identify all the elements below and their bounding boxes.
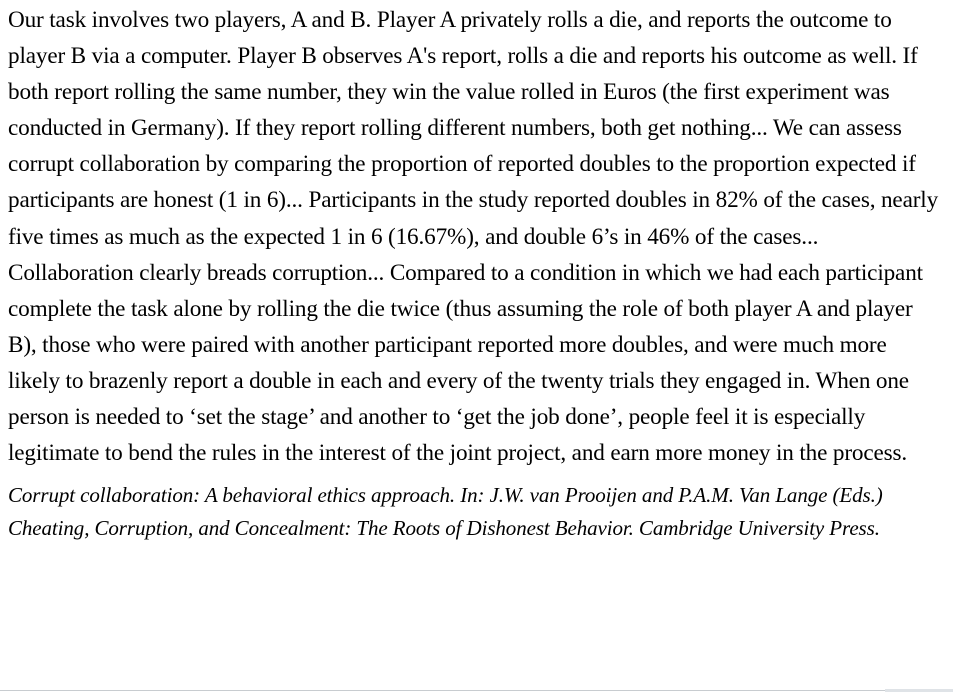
bottom-divider bbox=[0, 690, 953, 691]
source-citation: Corrupt collaboration: A behavioral ethics approach. In: J.W. van Prooijen and P.A.M. Van Lange (Eds.) Cheating, Corruption, and Concealment: The Roots of Dishonest Behavior. Cambridge University Press. bbox=[8, 483, 883, 540]
quoted-excerpt: Our task involves two players, A and B. Player A privately rolls a die, and reports the outcome to player B via a computer. Player B observes A's report, rolls a die and reports his outcome as well. If both report rolling the same number, they win the value rolled in Euros (the first experiment was conducted in Germany). If they report rolling different numbers, both get nothing... We can assess corrupt collaboration by comparing the proportion of reported doubles to the proportion expected if participants are honest (1 in 6)... Participants in the study reported doubles in 82% of the cases, nearly five times as much as the expected 1 in 6 (16.67%), and double 6’s in 46% of the cases... Collaboration clearly breads corruption... Compared to a condition in which we had each participant complete the task alone by rolling the die twice (thus assuming the role of both player A and player B), those who were paired with another participant reported more doubles, and were much more likely to brazenly report a double in each and every of the twenty trials they engaged in. When one person is needed to ‘set the stage’ and another to ‘get the job done’, people feel it is especially legitimate to bend the rules in the interest of the joint project, and earn more money in the process. bbox=[8, 7, 939, 467]
